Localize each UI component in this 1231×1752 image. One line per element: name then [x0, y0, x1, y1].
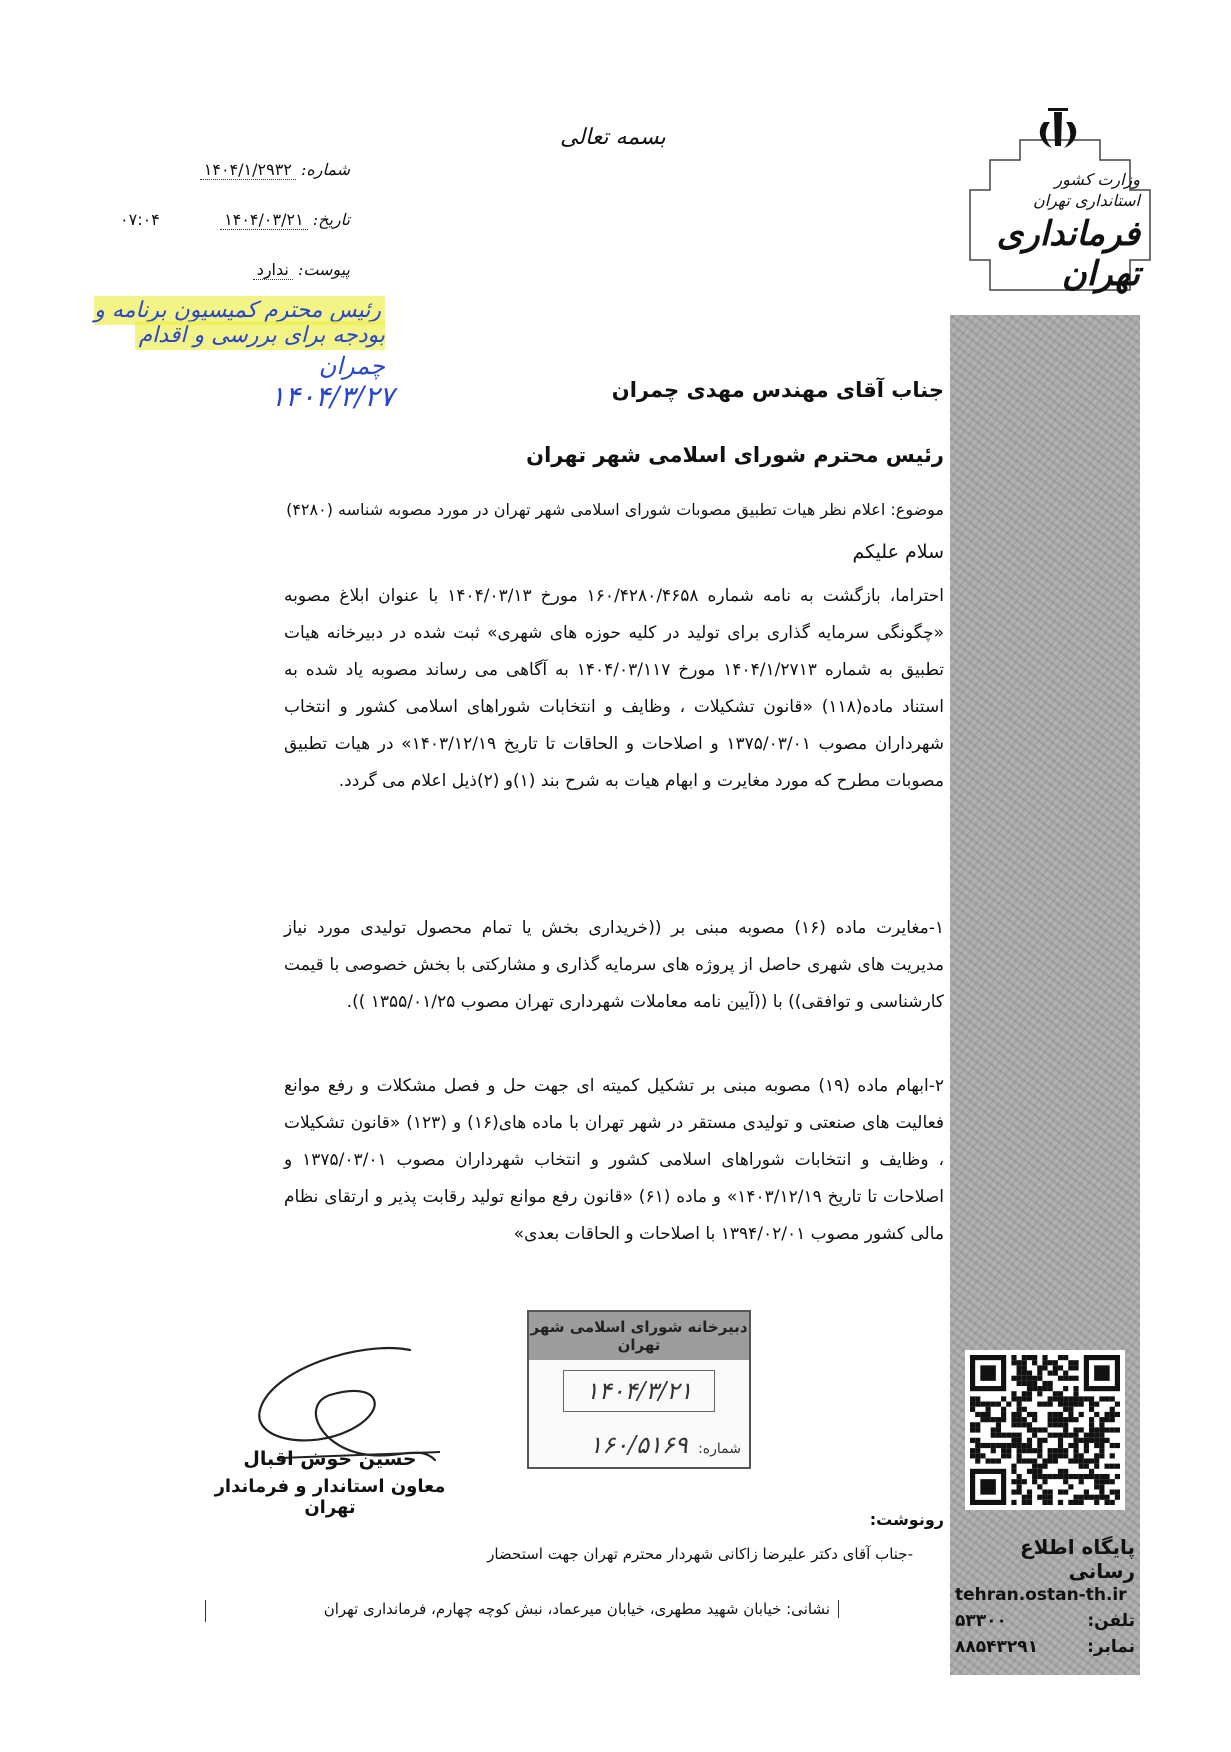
- paragraph-intro: احتراما، بازگشت به نامه شماره ۱۶۰/۴۲۸۰/۴۶۵۸ مورخ ۱۴۰۴/۰۳/۱۳ با عنوان ابلاغ مصوبه «چگونگی سرمایه گذاری برای تولید در کلیه حوزه های شهری» ثبت شده در دبیرخانه هیات تطبیق به شماره ۱۴۰۴/۱/۲۷۱۳ مورخ ۱۴۰۴/۰۳/۱۱۷ به آگاهی می رساند مصوبه یاد شده به استناد ماده(۱۱۸) «قانون تشکیلات ، وظایف و انتخابات شوراهای اسلامی کشور و انتخاب شهرداران مصوب ۱۳۷۵/۰۳/۰۱ و اصلاحات و الحاقات تا تاریخ ۱۴۰۳/۱۲/۱۹» در هیات تطبیق مصوبات مطرح که مورد مغایرت و ابهام هیات به شرح بند (۱)و (۲)ذیل اعلام می گردد.: [284, 586, 944, 791]
- attachment-label: پیوست:: [297, 260, 350, 279]
- cc-label: رونوشت:: [869, 1510, 944, 1529]
- portal-title: پایگاه اطلاع رسانی: [1020, 1535, 1135, 1583]
- handwritten-signature: چمران: [318, 352, 385, 380]
- signer-role: معاون استاندار و فرماندار تهران: [214, 1476, 446, 1518]
- number-value: ۱۴۰۴/۱/۲۹۳۲: [200, 160, 296, 180]
- ministry-emblem-block: [930, 100, 1180, 300]
- ministry-line-1: وزارت کشور: [1054, 170, 1140, 189]
- portal-site: tehran.ostan-th.ir: [955, 1585, 1127, 1605]
- secretariat-stamp: [527, 1310, 751, 1469]
- handwritten-note-text: رئیس محترم کمیسیون برنامه و بودجه برای بررسی و اقدام: [94, 298, 385, 348]
- phone-row: [955, 1611, 1135, 1631]
- portal-info: [955, 1535, 1135, 1657]
- signer-block: [200, 1448, 460, 1518]
- footer-address: نشانی: خیابان شهید مطهری، خیابان میرعماد، نبش کوچه چهارم، فرمانداری تهران: [324, 1600, 839, 1618]
- stamp-number-label: شماره:: [698, 1441, 741, 1457]
- paragraph-item-1: ۱-مغایرت ماده (۱۶) مصوبه مبنی بر ((خریداری بخش یا تمام محصول تولیدی مورد نیاز مدیریت های شهری حاصل از پروژه های سرمایه گذاری و مشارکتی با بخش خصوصی با قیمت کارشناسی و توافقی)) با ((آیین نامه معاملات شهرداری تهران مصوب ۱۳۵۵/۰۱/۲۵ )).: [284, 918, 944, 1012]
- subject-line: موضوع: اعلام نظر هیات تطبیق مصوبات شورای اسلامی شهر تهران در مورد مصوبه شناسه (۴۲۸۰): [286, 500, 944, 519]
- signer-name: حسین خوش اقبال: [243, 1448, 417, 1470]
- letter-number-row: [120, 160, 350, 179]
- stamp-title: دبیرخانه شورای اسلامی شهر تهران: [529, 1312, 749, 1360]
- addressee-line-2: رئیس محترم شورای اسلامی شهر تهران: [526, 443, 944, 467]
- footer-divider: [205, 1600, 206, 1622]
- handwritten-date: ۱۴۰۴/۳/۲۷: [270, 380, 395, 413]
- attachment-value: ندارد: [253, 260, 293, 280]
- greeting: سلام علیکم: [852, 541, 944, 563]
- fax-row: [955, 1637, 1135, 1657]
- ministry-title: [930, 170, 1140, 294]
- date-value: ۱۴۰۴/۰۳/۲۱: [220, 210, 308, 230]
- handwritten-note: [40, 298, 395, 413]
- letter-attachment-row: [120, 260, 350, 279]
- number-label: شماره:: [300, 160, 350, 179]
- time-value: ۰۷:۰۴: [120, 210, 160, 229]
- cc-recipient: -جناب آقای دکتر علیرضا زاکانی شهردار محترم تهران جهت استحضار: [487, 1545, 913, 1563]
- fax-value: ۸۸۵۴۳۲۹۱: [955, 1637, 1039, 1657]
- phone-label: تلفن:: [1087, 1611, 1135, 1631]
- phone-value: ۵۳۳۰۰: [955, 1611, 1007, 1631]
- paragraph-item-2: ۲-ابهام ماده (۱۹) مصوبه مبنی بر تشکیل کمیته ای جهت حل و فصل مشکلات و رفع موانع فعالیت های صنعتی و تولیدی مستقر در شهر تهران با ماده های(۱۶) و (۱۲۳) «قانون تشکیلات ، وظایف و انتخابات شوراهای اسلامی کشور و انتخاب شهرداران مصوب ۱۳۷۵/۰۳/۰۱ و اصلاحات تا تاریخ ۱۴۰۳/۱۲/۱۹» و ماده (۶۱) «قانون رفع موانع تولید رقابت پذیر و ارتقای نظام مالی کشور مصوب ۱۳۹۴/۰۲/۰۱ با اصلاحات و الحاقات بعدی»: [284, 1076, 945, 1244]
- fax-label: نمابر:: [1087, 1637, 1135, 1657]
- stamp-number-value: ۱۶۰/۵۱۶۹: [589, 1431, 688, 1459]
- ministry-line-2: استانداری تهران: [1032, 191, 1140, 210]
- iran-emblem-icon: [1040, 108, 1076, 148]
- bismillah: بسمه تعالی: [560, 125, 666, 150]
- letter-date-row: [120, 210, 350, 229]
- stamp-number-row: [589, 1431, 741, 1459]
- stamp-date: ۱۴۰۴/۳/۲۱: [563, 1370, 715, 1412]
- addressee-line-1: جناب آقای مهندس مهدی چمران: [611, 378, 944, 402]
- ministry-line-3: فرمانداری تهران: [996, 214, 1140, 294]
- date-label: تاریخ:: [312, 210, 350, 229]
- qr-code-icon: [965, 1350, 1125, 1510]
